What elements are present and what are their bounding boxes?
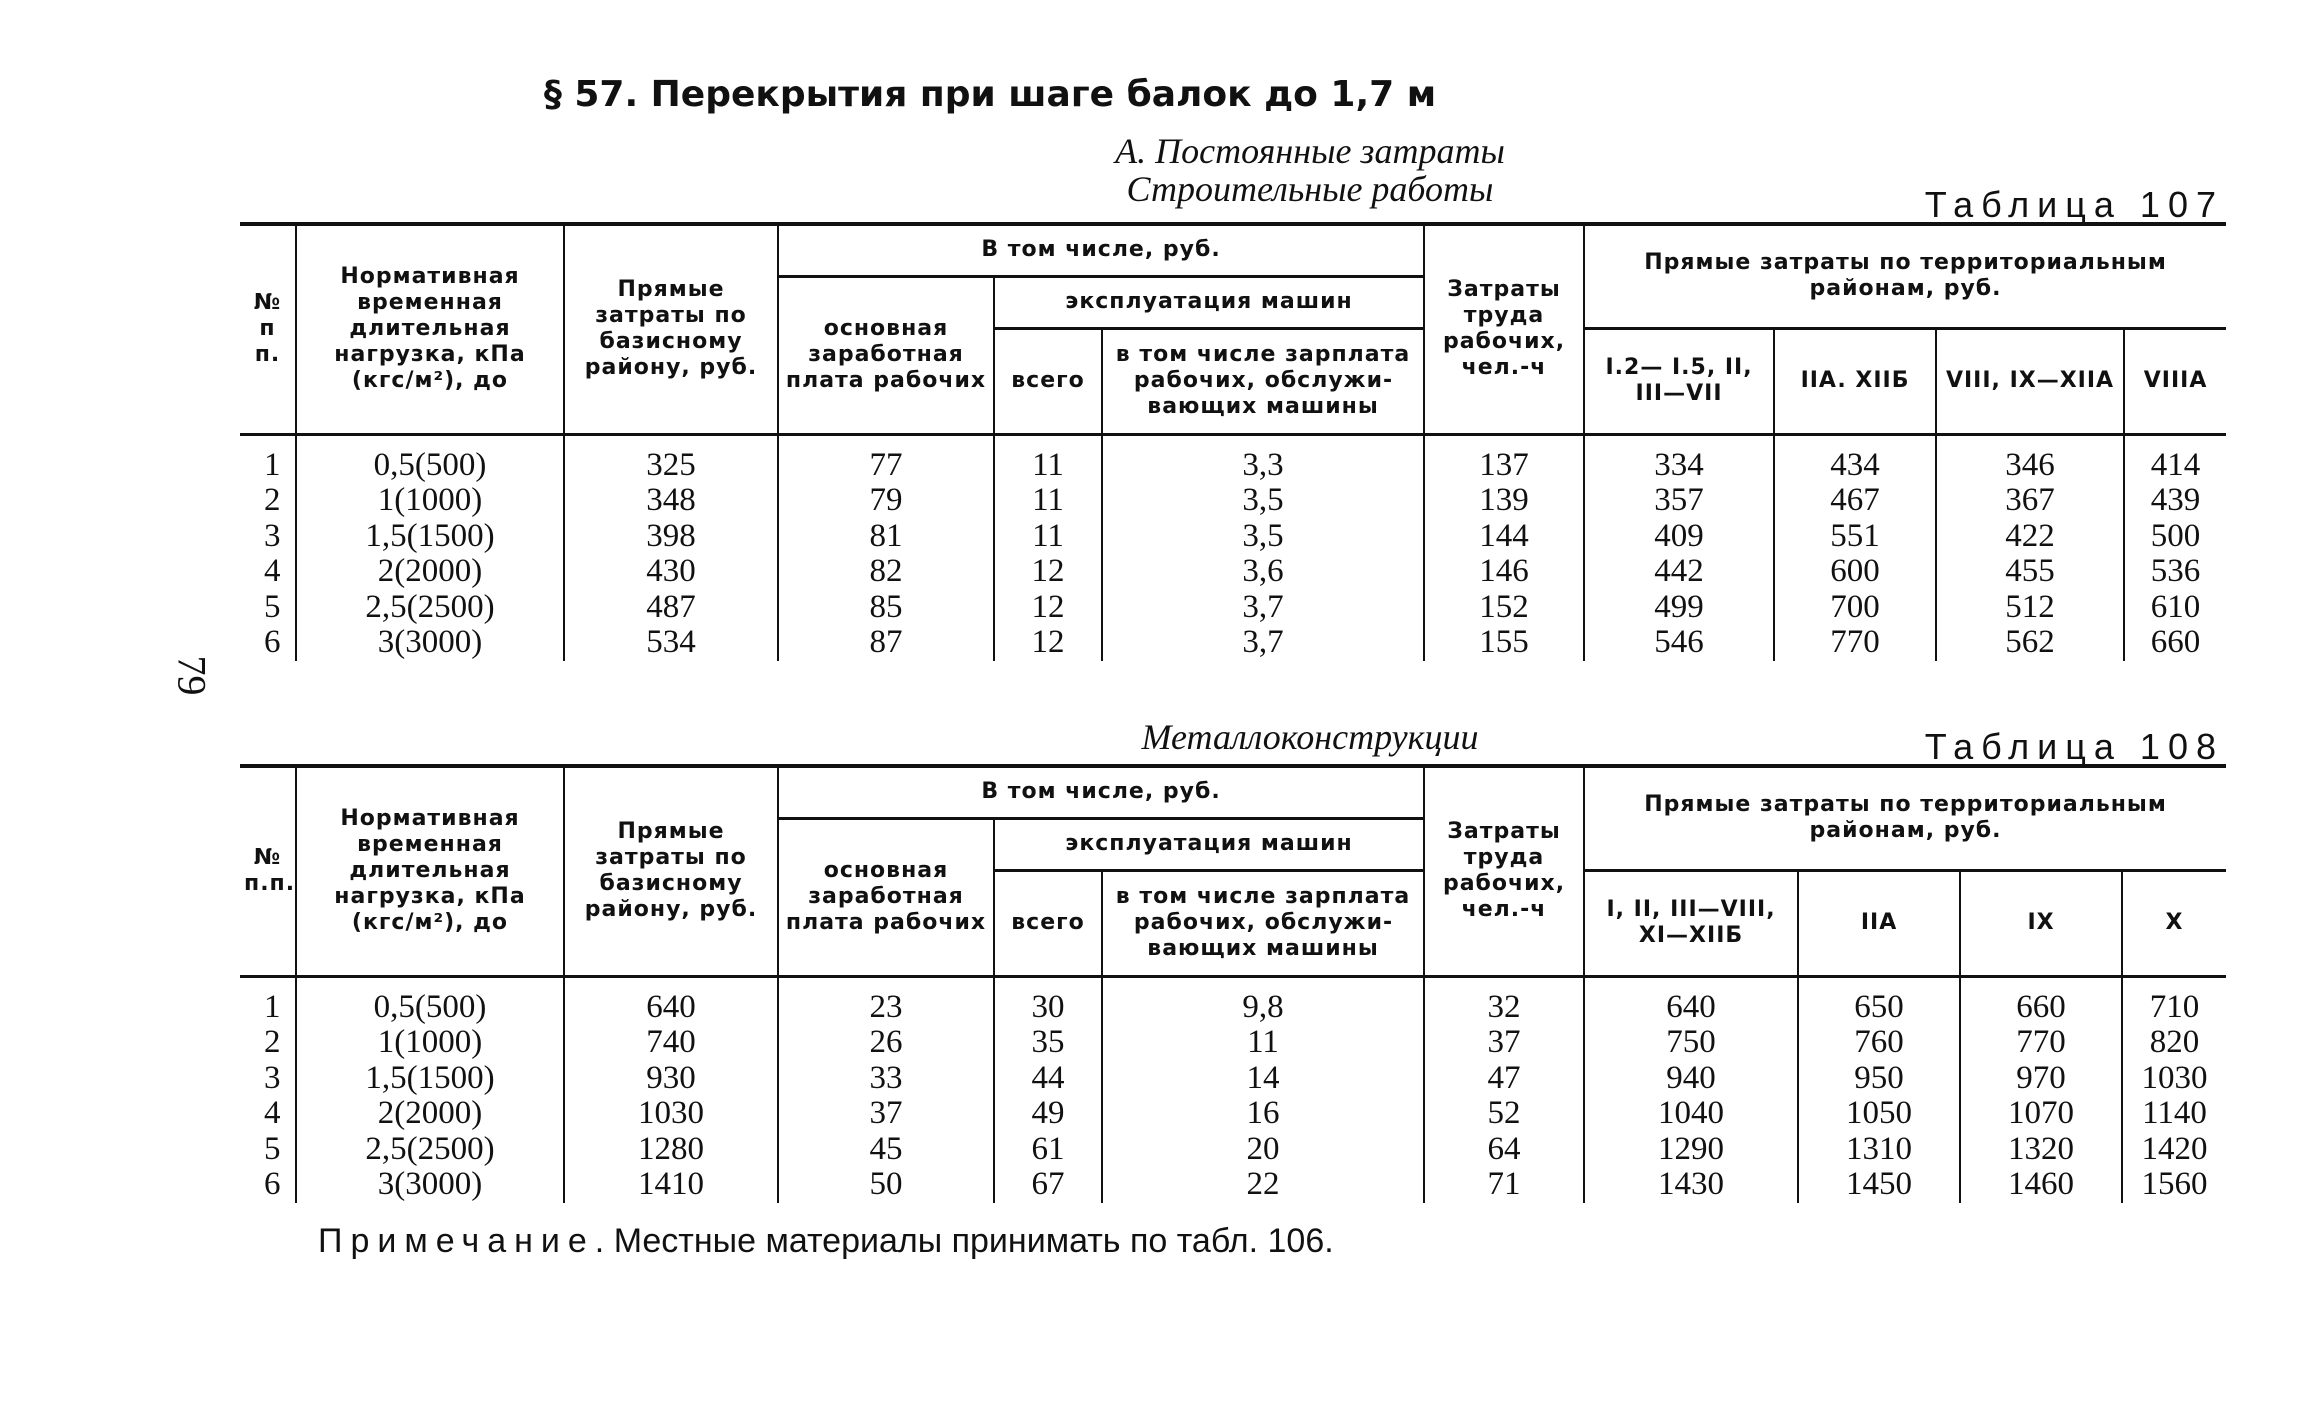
cell-r4: 710 [2122, 976, 2226, 1025]
cell-load: 1(1000) [296, 1025, 564, 1061]
cell-labor: 71 [1424, 1167, 1584, 1203]
header-base-wage: основная заработная плата рабочих [778, 276, 994, 434]
cell-machine-wage: 16 [1102, 1096, 1424, 1132]
cell-machine-wage: 9,8 [1102, 976, 1424, 1025]
table-row [240, 519, 2226, 555]
table-row [240, 1167, 2226, 1203]
header-machine-total: всего [994, 870, 1102, 976]
cell-r4: 820 [2122, 1025, 2226, 1061]
cell-total: 11 [994, 483, 1102, 519]
cell-r2: 700 [1774, 590, 1936, 626]
cell-labor: 152 [1424, 590, 1584, 626]
cell-r4: 439 [2124, 483, 2226, 519]
table-row [240, 1132, 2226, 1168]
cell-load: 1(1000) [296, 483, 564, 519]
cell-direct: 1410 [564, 1167, 778, 1203]
cell-r2: 551 [1774, 519, 1936, 555]
cell-direct: 1280 [564, 1132, 778, 1168]
cell-r3: 970 [1960, 1061, 2122, 1097]
cell-machine-wage: 14 [1102, 1061, 1424, 1097]
table-107 [240, 222, 2226, 661]
cell-no: 2 [240, 1025, 296, 1061]
header-region-3: IX [1960, 870, 2122, 976]
table-row [240, 1061, 2226, 1097]
cell-r3: 1070 [1960, 1096, 2122, 1132]
cell-machine-wage: 22 [1102, 1167, 1424, 1203]
cell-r3: 770 [1960, 1025, 2122, 1061]
header-labor: Затраты труда рабочих, чел.-ч [1424, 224, 1584, 434]
cell-no: 4 [240, 554, 296, 590]
cell-labor: 155 [1424, 625, 1584, 661]
cell-direct: 325 [564, 434, 778, 483]
header-region-2: IIA [1798, 870, 1960, 976]
cell-no: 1 [240, 976, 296, 1025]
header-labor: Затраты труда рабочих, чел.-ч [1424, 766, 1584, 976]
cell-no: 6 [240, 1167, 296, 1203]
cell-r2: 760 [1798, 1025, 1960, 1061]
cell-r3: 346 [1936, 434, 2124, 483]
header-number: № п п. [240, 224, 296, 434]
cell-total: 11 [994, 519, 1102, 555]
cell-machine-wage: 3,3 [1102, 434, 1424, 483]
cell-r2: 1050 [1798, 1096, 1960, 1132]
header-number: № п.п. [240, 766, 296, 976]
cell-direct: 534 [564, 625, 778, 661]
cell-total: 67 [994, 1167, 1102, 1203]
cell-r3: 660 [1960, 976, 2122, 1025]
cell-wage: 26 [778, 1025, 994, 1061]
cell-labor: 47 [1424, 1061, 1584, 1097]
cell-r2: 1310 [1798, 1132, 1960, 1168]
cell-r1: 499 [1584, 590, 1774, 626]
cell-r3: 455 [1936, 554, 2124, 590]
header-load: Нормативная временная длительная нагрузка, кПа (кгс/м²), до [296, 224, 564, 434]
cell-labor: 64 [1424, 1132, 1584, 1168]
header-machine-operation: эксплуатация машин [994, 276, 1424, 328]
cell-no: 4 [240, 1096, 296, 1132]
header-region-4: VIIIA [2124, 328, 2226, 434]
cell-load: 0,5(500) [296, 434, 564, 483]
cell-r1: 940 [1584, 1061, 1798, 1097]
cell-wage: 23 [778, 976, 994, 1025]
header-direct-costs: Прямые затраты по базисному району, руб. [564, 224, 778, 434]
cell-no: 3 [240, 519, 296, 555]
cell-no: 5 [240, 590, 296, 626]
cell-r4: 610 [2124, 590, 2226, 626]
cell-labor: 137 [1424, 434, 1584, 483]
cell-labor: 144 [1424, 519, 1584, 555]
cell-no: 2 [240, 483, 296, 519]
cell-wage: 45 [778, 1132, 994, 1168]
cell-total: 44 [994, 1061, 1102, 1097]
header-region-2: IIA. XIIБ [1774, 328, 1936, 434]
header-direct-costs: Прямые затраты по базисному району, руб. [564, 766, 778, 976]
cell-wage: 87 [778, 625, 994, 661]
cell-load: 3(3000) [296, 1167, 564, 1203]
page-number: 79 [169, 655, 215, 696]
header-machine-wage: в том числе зарплата рабочих, обслуживающих машины [1102, 328, 1424, 434]
cell-r3: 512 [1936, 590, 2124, 626]
cell-r2: 434 [1774, 434, 1936, 483]
cell-machine-wage: 3,6 [1102, 554, 1424, 590]
cell-r2: 467 [1774, 483, 1936, 519]
table-row [240, 1096, 2226, 1132]
cell-load: 1,5(1500) [296, 1061, 564, 1097]
cell-r1: 1290 [1584, 1132, 1798, 1168]
subtitle-fixed-costs: А. Постоянные затраты [1115, 131, 1505, 171]
cell-r1: 546 [1584, 625, 1774, 661]
cell-r4: 500 [2124, 519, 2226, 555]
header-machine-total: всего [994, 328, 1102, 434]
cell-no: 1 [240, 434, 296, 483]
cell-total: 49 [994, 1096, 1102, 1132]
header-region-1: I.2— I.5, II, III—VII [1584, 328, 1774, 434]
cell-r1: 1430 [1584, 1167, 1798, 1203]
cell-load: 2,5(2500) [296, 590, 564, 626]
header-regions: Прямые затраты по территориальным районам, руб. [1584, 224, 2226, 328]
table-107-label: Таблица 107 [1924, 184, 2224, 225]
cell-wage: 37 [778, 1096, 994, 1132]
header-machine-operation: эксплуатация машин [994, 818, 1424, 870]
cell-r1: 1040 [1584, 1096, 1798, 1132]
cell-r1: 442 [1584, 554, 1774, 590]
table-row [240, 590, 2226, 626]
cell-labor: 37 [1424, 1025, 1584, 1061]
cell-load: 2,5(2500) [296, 1132, 564, 1168]
cell-r3: 422 [1936, 519, 2124, 555]
cell-load: 3(3000) [296, 625, 564, 661]
cell-direct: 348 [564, 483, 778, 519]
subtitle-metal-structures: Металлоконструкции [1141, 717, 1479, 757]
cell-direct: 487 [564, 590, 778, 626]
cell-labor: 139 [1424, 483, 1584, 519]
cell-total: 12 [994, 625, 1102, 661]
header-region-3: VIII, IX—XIIA [1936, 328, 2124, 434]
cell-r4: 1030 [2122, 1061, 2226, 1097]
cell-direct: 640 [564, 976, 778, 1025]
cell-direct: 1030 [564, 1096, 778, 1132]
cell-wage: 79 [778, 483, 994, 519]
table-row [240, 1025, 2226, 1061]
table-row [240, 625, 2226, 661]
cell-wage: 85 [778, 590, 994, 626]
cell-r3: 1320 [1960, 1132, 2122, 1168]
note [318, 1222, 1334, 1261]
subtitle-construction-works: Строительные работы [1126, 169, 1494, 209]
header-region-4: X [2122, 870, 2226, 976]
cell-direct: 740 [564, 1025, 778, 1061]
note-text: . Местные материалы принимать по табл. 106. [594, 1222, 1334, 1260]
cell-r2: 770 [1774, 625, 1936, 661]
header-region-1: I, II, III—VIII, XI—XIIБ [1584, 870, 1798, 976]
cell-direct: 930 [564, 1061, 778, 1097]
cell-machine-wage: 20 [1102, 1132, 1424, 1168]
cell-r3: 1460 [1960, 1167, 2122, 1203]
cell-wage: 50 [778, 1167, 994, 1203]
cell-r4: 1420 [2122, 1132, 2226, 1168]
cell-total: 30 [994, 976, 1102, 1025]
cell-r4: 1560 [2122, 1167, 2226, 1203]
cell-machine-wage: 3,5 [1102, 519, 1424, 555]
section-title: § 57. Перекрытия при шаге балок до 1,7 м [543, 74, 1437, 115]
cell-r2: 600 [1774, 554, 1936, 590]
cell-load: 2(2000) [296, 554, 564, 590]
table-row [240, 554, 2226, 590]
header-load: Нормативная временная длительная нагрузка, кПа (кгс/м²), до [296, 766, 564, 976]
cell-machine-wage: 3,7 [1102, 590, 1424, 626]
cell-load: 2(2000) [296, 1096, 564, 1132]
cell-machine-wage: 3,5 [1102, 483, 1424, 519]
cell-r1: 640 [1584, 976, 1798, 1025]
cell-labor: 52 [1424, 1096, 1584, 1132]
cell-r2: 950 [1798, 1061, 1960, 1097]
cell-r3: 367 [1936, 483, 2124, 519]
cell-direct: 430 [564, 554, 778, 590]
header-regions: Прямые затраты по территориальным районам, руб. [1584, 766, 2226, 870]
cell-total: 11 [994, 434, 1102, 483]
cell-r1: 334 [1584, 434, 1774, 483]
cell-r2: 1450 [1798, 1167, 1960, 1203]
cell-total: 12 [994, 554, 1102, 590]
cell-load: 0,5(500) [296, 976, 564, 1025]
cell-r4: 660 [2124, 625, 2226, 661]
cell-total: 61 [994, 1132, 1102, 1168]
cell-r4: 414 [2124, 434, 2226, 483]
note-lead: Примечание [318, 1222, 595, 1260]
cell-r4: 536 [2124, 554, 2226, 590]
cell-r3: 562 [1936, 625, 2124, 661]
cell-r1: 409 [1584, 519, 1774, 555]
cell-r4: 1140 [2122, 1096, 2226, 1132]
cell-wage: 82 [778, 554, 994, 590]
cell-labor: 146 [1424, 554, 1584, 590]
table-row [240, 976, 2226, 1025]
cell-r1: 357 [1584, 483, 1774, 519]
cell-r2: 650 [1798, 976, 1960, 1025]
table-108 [240, 764, 2226, 1203]
table-108-label: Таблица 108 [1924, 726, 2224, 767]
cell-total: 35 [994, 1025, 1102, 1061]
cell-total: 12 [994, 590, 1102, 626]
cell-wage: 33 [778, 1061, 994, 1097]
header-machine-wage: в том числе зарплата рабочих, обслуживающих машины [1102, 870, 1424, 976]
cell-no: 6 [240, 625, 296, 661]
cell-machine-wage: 11 [1102, 1025, 1424, 1061]
cell-labor: 32 [1424, 976, 1584, 1025]
cell-no: 5 [240, 1132, 296, 1168]
table-row [240, 483, 2226, 519]
cell-direct: 398 [564, 519, 778, 555]
header-including: В том числе, руб. [778, 224, 1424, 276]
header-including: В том числе, руб. [778, 766, 1424, 818]
cell-load: 1,5(1500) [296, 519, 564, 555]
cell-no: 3 [240, 1061, 296, 1097]
cell-machine-wage: 3,7 [1102, 625, 1424, 661]
table-row [240, 434, 2226, 483]
cell-wage: 81 [778, 519, 994, 555]
cell-r1: 750 [1584, 1025, 1798, 1061]
cell-wage: 77 [778, 434, 994, 483]
header-base-wage: основная заработная плата рабочих [778, 818, 994, 976]
